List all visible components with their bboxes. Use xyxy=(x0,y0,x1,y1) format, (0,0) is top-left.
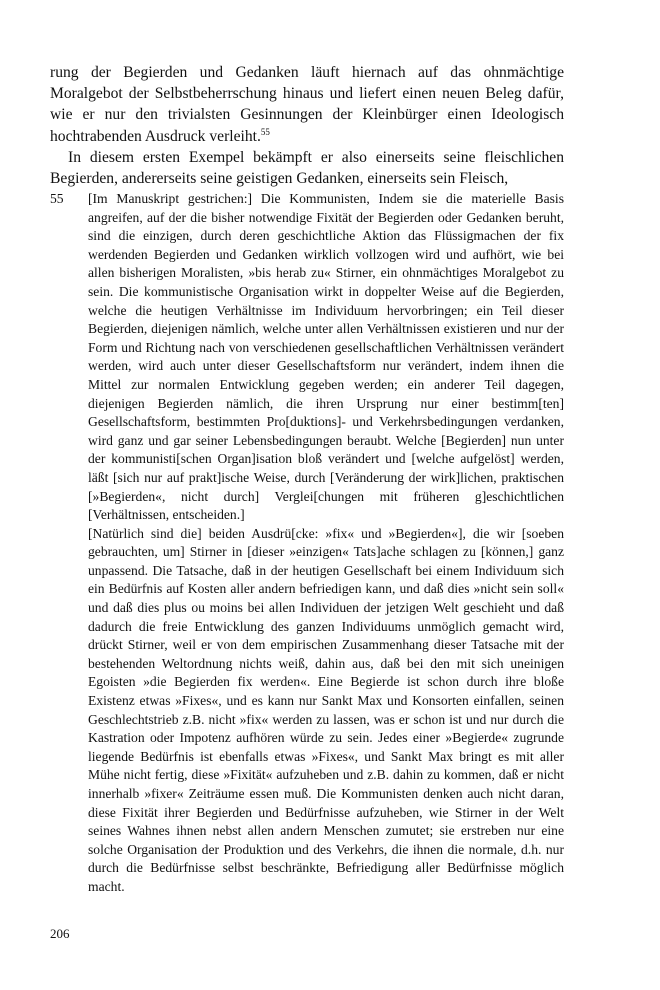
main-paragraph-1-text: rung der Begierden und Gedanken läuft hiernach auf das ohnmächtige Moralgebot der Selbstbeherrschung hinaus und liefert einen neuen Beleg dafür, wie er nur den trivialsten Gesinnungen der Kleinbürger einen Ideologisch hochtrabenden Ausdruck verleiht. xyxy=(50,64,564,145)
footnote-paragraph-2: [Natürlich sind die] beiden Ausdrü[cke: »fix« und »Begierden«], die wir [soeben gebrauchten, um] Stirner in [dieser »einzigen« Tats]ache schlagen zu [können,] ganz unpassend. Die Tatsache, daß in der heutigen Gesellschaft bei einem Individuum sich ein Bedürfnis auf Kosten aller andern befriedigen kann, und daß dies »nicht sein soll« und daß dies plus ou moins bei allen Individuen der jetzigen Welt geschieht und daß dadurch die freie Entwicklung des ganzen Individuums unmöglich gemacht wird, drückt Stirner, weil er von dem empirischen Zusammenhang dieser Tatsache mit der bestehenden Weltordnung nichts weiß, dahin aus, daß bei den mit sich uneinigen Egoisten »die Begierden fix werden«. Eine Begierde ist schon durch ihre bloße Existenz etwas »Fixes«, und es kann nur Sankt Max und Konsorten einfallen, seinen Geschlechtstrieb z.B. nicht »fix« werden zu lassen, was er schon ist und nur durch die Kastration oder Impotenz aufhören würde zu sein. Jedes einer »Begierde« zugrunde liegende Bedürfnis ist ebenfalls etwas »Fixes«, und Sankt Max bringt es mit aller Mühe nicht fertig, diese »Fixität« aufzuheben und z.B. dahin zu kommen, daß er nicht innerhalb »fixer« Zeiträume essen muß. Die Kommunisten denken auch nicht daran, diese Fixität ihrer Begierden und Bedürfnisse aufzuheben, wie Stirner in der Welt seines Wahnes ihnen nebst allen andern Menschen zumutet; sie erstreben nur eine solche Organisation der Produktion und des Verkehrs, die ihnen die normale, d.h. nur durch die Bedürfnisse selbst beschränkte, Befriedigung aller Bedürfnisse möglich macht. xyxy=(88,525,564,894)
footnote-number: 55 xyxy=(50,191,64,206)
footnote-body xyxy=(88,190,564,897)
main-text xyxy=(50,62,564,189)
main-paragraph-continued xyxy=(50,62,564,147)
page-number: 206 xyxy=(50,926,70,941)
footnote-55 xyxy=(50,190,564,897)
footnote-reference[interactable]: 55 xyxy=(260,126,270,137)
footnote-paragraph-1: [Im Manuskript gestrichen:] Die Kommunisten, Indem sie die materielle Basis angreifen, auf der die bisher notwendige Fixität der Begierden oder Gedanken beruht, sind die einzigen, durch deren geschichtliche Aktion das Flüssigmachen der fix werdenden Begierden und Gedanken wirklich vollzogen wird und aufhört, wie bei allen bisherigen Moralisten, »bis herab zu« Stirner, ein ohnmächtiges Moralgebot zu sein. Die kommunistische Organisation wirkt in doppelter Weise auf die Begierden, welche die heutigen Verhältnisse im Individuum hervorbringen; ein Teil dieser Begierden, diejenigen nämlich, welche unter allen Verhältnissen existieren und nur der Form und Richtung nach von verschiedenen gesellschaftlichen Verhältnissen verändert werden, wird auch unter dieser Gesellschaftsform nur verändert, indem ihnen die Mittel zur normalen Entwicklung gegeben werden; ein anderer Teil dagegen, diejenigen Begierden nämlich, die ihren Ursprung nur einer bestimm[ten] Gesellschaftsform, bestimmten Pro[duktions]- und Verkehrsbedingungen verdanken, wird ganz und gar seiner Lebensbedingungen beraubt. Welche [Begierden] nun unter der kommunisti[schen Organ]isation bloß verändert und [welche aufgelöst] werden, läßt [sich nur auf prakt]ische Weise, durch [Veränderung der wirk]lichen, praktischen [»Begierden«, nicht durch] Verglei[chungen mit früheren g]eschichtlichen [Verhältnissen, entscheiden.] xyxy=(88,191,564,523)
main-paragraph-2: In diesem ersten Exempel bekämpft er also einerseits seine fleischlichen Begierden, andererseits seine geistigen Gedanken, einerseits sein Fleisch, xyxy=(50,148,564,188)
